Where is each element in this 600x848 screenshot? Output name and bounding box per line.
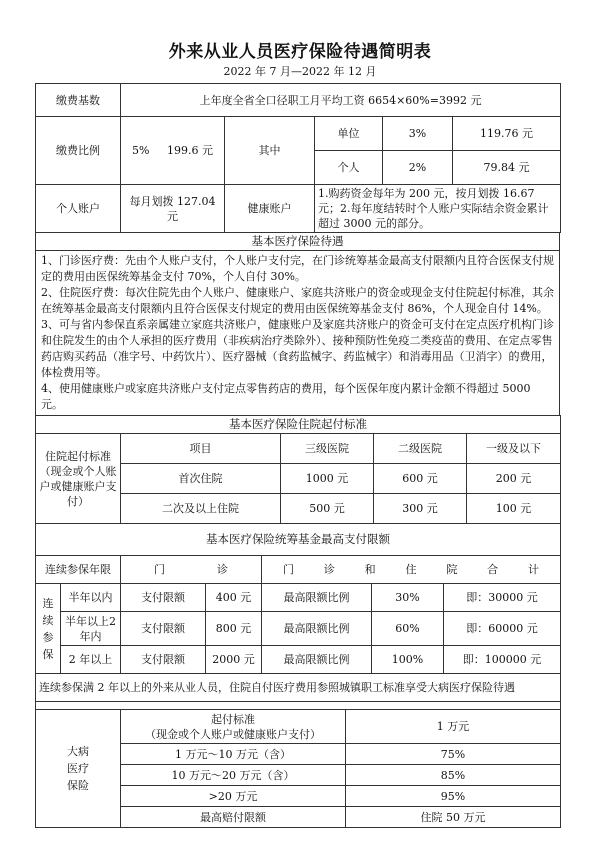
period-cell: 半年以内	[61, 584, 121, 612]
ratio-label-cell: 最高限额比例	[262, 646, 372, 674]
ratio-value-cell: 60%	[372, 612, 444, 646]
band-ratio: 95%	[346, 786, 561, 807]
pay-value-cell: 800 元	[206, 612, 262, 646]
employer-label: 单位	[315, 117, 383, 151]
continuous-enrollment-label	[36, 584, 61, 674]
outpatient-char: 门	[154, 563, 165, 576]
ratio-value-cell: 100%	[372, 646, 444, 674]
contribution-table	[35, 83, 561, 233]
benefits-table	[35, 232, 560, 416]
account-label: 个人账户	[36, 185, 121, 233]
side-char: 续	[42, 613, 54, 627]
account-value: 每月划拨 127.04 元	[121, 185, 225, 233]
threshold-label	[121, 710, 346, 744]
individual-pct: 2%	[383, 151, 453, 185]
benefit-item: 4、使用健康账户或家庭共济账户支付定点零售药店的费用，每个医保年度内累计金额不得超过 5000 元。	[41, 382, 531, 411]
page-title: 外来从业人员医疗保险待遇简明表	[168, 42, 432, 62]
ratio-value-cell: 30%	[372, 584, 444, 612]
ratio-total	[121, 117, 225, 185]
serious-illness-note: 连续参保满 2 年以上的外来从业人员，住院自付医疗费用参照城镇职工标准享受大病医疗保险待遇	[36, 674, 561, 702]
band-range: 10 万元～20 万元（含）	[121, 765, 346, 786]
combined-header	[262, 556, 561, 584]
individual-amt: 79.84 元	[453, 151, 561, 185]
combined-char: 计	[527, 563, 539, 576]
inpatient-cell: 500 元	[281, 494, 374, 524]
ratio-total-amt: 199.6 元	[166, 144, 213, 157]
outpatient-header	[121, 556, 262, 584]
serious-illness-side-label	[36, 710, 121, 828]
outpatient-char: 诊	[217, 563, 228, 576]
benefit-item: 1、门诊医疗费：先由个人账户支付，个人账户支付完，在门诊统筹基金最高支付限额内且符合医保支付规定的费用由医保统筹基金支付 70%，个人自付 30%。	[41, 254, 554, 283]
base-label: 缴费基数	[36, 84, 121, 117]
band-ratio: 85%	[346, 765, 561, 786]
benefit-table-document	[35, 83, 560, 828]
band-range: >20 万元	[121, 786, 346, 807]
side-char: 参	[42, 630, 54, 644]
amount-cell: 即：30000 元	[444, 584, 561, 612]
amount-cell: 即：60000 元	[444, 612, 561, 646]
combined-char: 门	[283, 563, 294, 576]
employer-amt: 119.76 元	[453, 117, 561, 151]
inpatient-cell: 二次及以上住院	[121, 494, 281, 524]
inpatient-header: 基本医疗保险住院起付标准	[36, 416, 561, 434]
health-account-label: 健康账户	[225, 185, 315, 233]
combined-char: 诊	[323, 563, 335, 576]
pay-value-cell: 400 元	[206, 584, 262, 612]
threshold-value: 1 万元	[346, 710, 561, 744]
period-cell: 2 年以上	[61, 646, 121, 674]
inpatient-row-label: 住院起付标准（现金或个人账户或健康账户支付）	[36, 434, 121, 524]
band-range: 1 万元～10 万元（含）	[121, 744, 346, 765]
years-label: 连续参保年限	[36, 556, 121, 584]
threshold-label-line: （现金或个人账户或健康账户支付）	[145, 727, 321, 741]
combined-char: 和	[364, 563, 376, 576]
spacer-row	[36, 702, 561, 710]
inpatient-cell: 100 元	[467, 494, 561, 524]
benefit-item: 3、可与省内参保直系亲属建立家庭共济账户，健康账户及家庭共济账户的资金可支付在定点医疗机构门诊和住院发生的由个人承担的医疗费用（非疾病治疗类除外）、接种预防性免疫二类疫苗的费用、在定点零售药店购买药品（准字号、中药饮片）、医疗器械（食药监械字、药监械字）和消毒用品（卫消字）的费用，体检费用等。	[41, 318, 554, 379]
pay-value-cell: 2000 元	[206, 646, 262, 674]
inpatient-col-header: 一级及以下	[467, 434, 561, 464]
combined-char: 院	[446, 563, 458, 576]
max-payment-table	[35, 523, 561, 702]
inpatient-cell: 300 元	[374, 494, 467, 524]
side-label-line: 保险	[67, 779, 89, 792]
pay-label-cell: 支付限额	[121, 584, 206, 612]
threshold-label-line: 起付标准	[211, 712, 255, 726]
pay-label-cell: 支付限额	[121, 612, 206, 646]
base-value: 上年度全省全口径职工月平均工资 6654×60%=3992 元	[121, 84, 561, 117]
band-ratio: 75%	[346, 744, 561, 765]
benefits-body	[36, 251, 560, 416]
benefit-item: 2、住院医疗费：每次住院先由个人账户、健康账户、家庭共济账户的资金或现金支付住院起付标准，其余在统筹基金最高支付限额内且符合医保支付规定的费用由医保统筹基金支付 86%，个人现金自付 14%。	[41, 286, 554, 315]
inpatient-threshold-table	[35, 415, 561, 524]
ratio-label: 缴费比例	[36, 117, 121, 185]
combined-char: 住	[405, 563, 417, 576]
individual-label: 个人	[315, 151, 383, 185]
ratio-total-pct: 5%	[132, 144, 150, 157]
side-label-line: 医疗	[67, 762, 89, 775]
benefits-header: 基本医疗保险待遇	[36, 233, 560, 251]
side-char: 连	[42, 596, 54, 610]
ratio-label-cell: 最高限额比例	[262, 612, 372, 646]
inpatient-cell: 600 元	[374, 464, 467, 494]
serious-illness-table	[35, 701, 561, 828]
pay-label-cell: 支付限额	[121, 646, 206, 674]
inpatient-col-header: 三级医院	[281, 434, 374, 464]
inpatient-cell: 首次住院	[121, 464, 281, 494]
ratio-label-cell: 最高限额比例	[262, 584, 372, 612]
combined-char: 合	[487, 563, 499, 576]
inpatient-cell: 200 元	[467, 464, 561, 494]
side-char: 保	[42, 647, 54, 661]
max-payout-value: 住院 50 万元	[346, 807, 561, 828]
side-label-line: 大病	[67, 745, 89, 758]
of-which-label: 其中	[225, 117, 315, 185]
page-subtitle: 2022 年 7 月—2022 年 12 月	[223, 65, 377, 78]
amount-cell: 即：100000 元	[444, 646, 561, 674]
period-cell: 半年以上2 年内	[61, 612, 121, 646]
max-payout-label: 最高赔付限额	[121, 807, 346, 828]
health-account-value: 1.购药资金每年为 200 元，按月划拨 16.67 元；2.每年度结转时个人账户实际结余资金累计超过 3000 元的部分。	[315, 185, 561, 233]
employer-pct: 3%	[383, 117, 453, 151]
inpatient-col-header: 二级医院	[374, 434, 467, 464]
max-payment-header: 基本医疗保险统筹基金最高支付限额	[36, 524, 561, 556]
inpatient-col-header: 项目	[121, 434, 281, 464]
inpatient-cell: 1000 元	[281, 464, 374, 494]
